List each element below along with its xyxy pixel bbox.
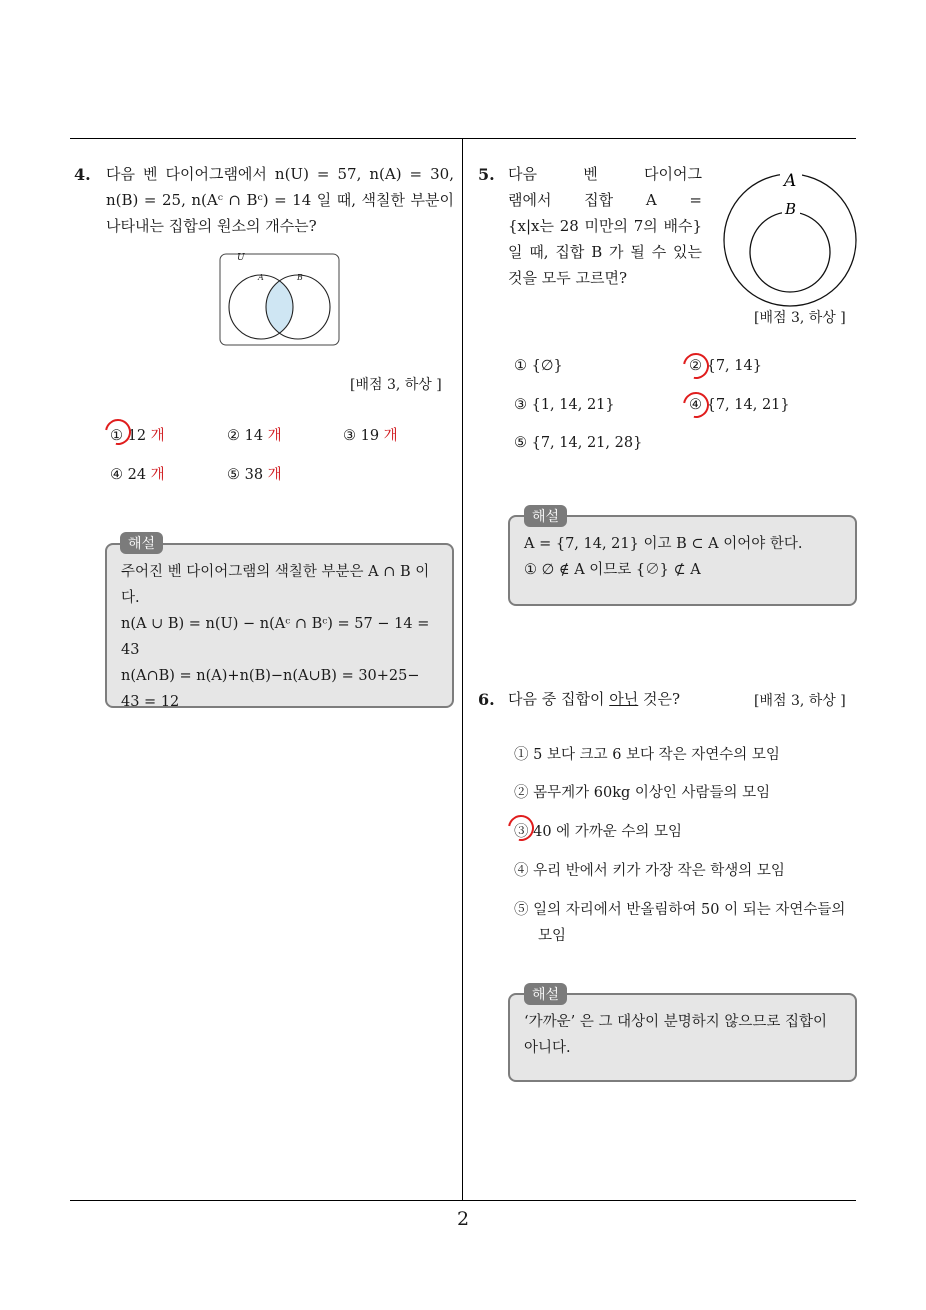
- venn-a-label: A: [258, 273, 264, 282]
- q5-option-2[interactable]: ② {7, 14}: [689, 358, 762, 374]
- q4-option-2[interactable]: ② 14 개: [227, 428, 282, 444]
- question-5-number: 5.: [478, 165, 495, 184]
- q5-option-5[interactable]: ⑤ {7, 14, 21, 28}: [514, 435, 643, 451]
- explanation-line: 43 = 12: [121, 694, 180, 710]
- q6-option-1[interactable]: ① 5 보다 크고 6 보다 작은 자연수의 모임: [514, 747, 780, 763]
- q5-explanation-box: [508, 515, 857, 606]
- q6-option-5[interactable]: ⑤ 일의 자리에서 반올림하여 50 이 되는 자연수들의 모임: [514, 902, 846, 944]
- question-6-number: 6.: [478, 690, 495, 709]
- q5-option-3[interactable]: ③ {1, 14, 21}: [514, 397, 615, 413]
- underlined-keyword: 아닌: [609, 690, 639, 708]
- explanation-line: n(A∩B) = n(A)+n(B)−n(A∪B) = 30+25−: [121, 668, 420, 684]
- bottom-rule: [70, 1200, 856, 1201]
- question-6-score: [배점 3, 하상 ]: [754, 693, 846, 709]
- nested-set-diagram: [722, 168, 858, 308]
- explanation-line: ① ∅ ∉ A 이므로 {∅} ⊄ A: [524, 562, 701, 578]
- q4-option-1[interactable]: ① 12 개: [110, 428, 165, 444]
- q5-answer-mark-4: [678, 387, 714, 423]
- q6-explanation-box: [508, 993, 857, 1082]
- q5-answer-mark-2: [678, 348, 714, 384]
- q5-explanation-tag: 해설: [524, 505, 567, 527]
- q5-option-4[interactable]: ④ {7, 14, 21}: [689, 397, 790, 413]
- explanation-line: ‘가까운’ 은 그 대상이 분명하지 않으므로 집합이: [524, 1014, 828, 1030]
- q6-explanation-tag: 해설: [524, 983, 567, 1005]
- q4-option-3[interactable]: ③ 19 개: [343, 428, 398, 444]
- page-number: 2: [456, 1208, 470, 1230]
- q4-option-4[interactable]: ④ 24 개: [110, 467, 165, 483]
- explanation-line: 다.: [121, 590, 140, 606]
- set-b-label: B: [785, 200, 797, 218]
- set-a-label: A: [784, 171, 797, 191]
- venn-u-label: U: [237, 253, 245, 263]
- explanation-line: A = {7, 14, 21} 이고 B ⊂ A 이어야 한다.: [524, 536, 803, 552]
- column-divider: [462, 138, 463, 1200]
- question-5-score: [배점 3, 하상 ]: [754, 310, 846, 326]
- explanation-line: 아니다.: [524, 1040, 571, 1056]
- set-a-circle: [724, 174, 856, 306]
- explanation-line: 주어진 벤 다이어그램의 색칠한 부분은 A ∩ B 이: [121, 564, 430, 580]
- explanation-line: n(A ∪ B) = n(U) − n(Aᶜ ∩ Bᶜ) = 57 − 14 = 43: [121, 616, 430, 658]
- q6-option-4[interactable]: ④ 우리 반에서 키가 가장 작은 학생의 모임: [514, 863, 785, 879]
- question-4-number: 4.: [74, 165, 91, 184]
- top-rule: [70, 138, 856, 139]
- q6-option-3[interactable]: ③ 40 에 가까운 수의 모임: [514, 824, 683, 840]
- q4-option-5[interactable]: ⑤ 38 개: [227, 467, 282, 483]
- q5-option-1[interactable]: ① {∅}: [514, 358, 563, 374]
- q4-explanation-box: [105, 543, 454, 708]
- set-b-circle: [750, 212, 830, 292]
- q6-option-2[interactable]: ② 몸무게가 60kg 이상인 사람들의 모임: [514, 785, 771, 801]
- q4-explanation-tag: 해설: [120, 532, 163, 554]
- question-4-score: [배점 3, 하상 ]: [350, 377, 442, 393]
- venn-diagram: [219, 253, 341, 347]
- venn-b-label: B: [297, 273, 303, 282]
- question-4-text: 다음 벤 다이어그램에서 n(U) = 57, n(A) = 30, n(B) = 25, n(Aᶜ ∩ Bᶜ) = 14 일 때, 색칠한 부분이 나타내는 집합의 원소의 개수는?: [106, 165, 454, 235]
- question-6-text: 다음 중 집합이 아닌 것은?: [508, 690, 681, 708]
- question-5-text: 다음 벤 다이어그 램에서 집합 A = {x|x는 28 미만의 7의 배수} 일 때, 집합 B 가 될 수 있는 것을 모두 고르면?: [508, 165, 702, 287]
